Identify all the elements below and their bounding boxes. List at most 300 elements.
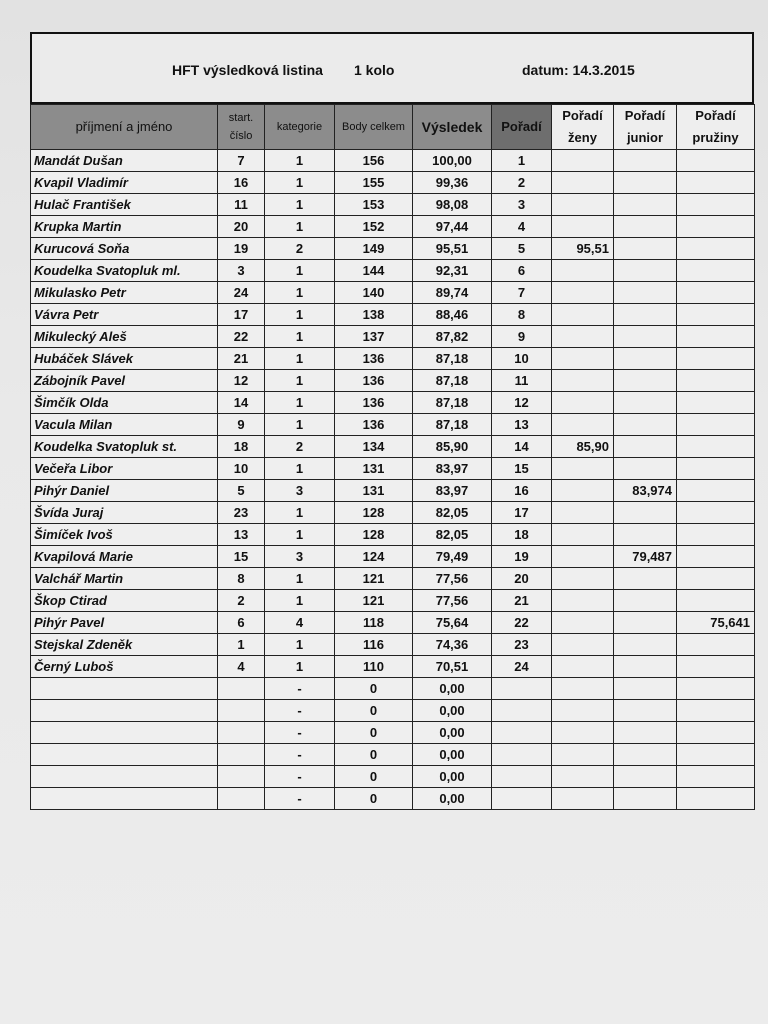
- cell-category: 3: [265, 546, 335, 568]
- cell-start: [218, 766, 265, 788]
- cell-category: 1: [265, 260, 335, 282]
- cell-rank-spring: [677, 590, 755, 612]
- cell-rank-spring: [677, 678, 755, 700]
- cell-rank-junior: [614, 788, 677, 810]
- cell-rank-spring: [677, 744, 755, 766]
- cell-rank-women: [552, 392, 614, 414]
- cell-result: 85,90: [413, 436, 492, 458]
- cell-rank-junior: [614, 216, 677, 238]
- table-row: [31, 436, 755, 458]
- cell-rank-women: [552, 260, 614, 282]
- cell-name: Hulač František: [31, 194, 218, 216]
- cell-rank-junior: [614, 370, 677, 392]
- table-row: [31, 458, 755, 480]
- cell-rank: 18: [492, 524, 552, 546]
- cell-points: 116: [335, 634, 413, 656]
- cell-result: 0,00: [413, 744, 492, 766]
- col-rank-junior-line1: Pořadí: [624, 108, 666, 123]
- cell-rank-junior: [614, 436, 677, 458]
- cell-rank: 15: [492, 458, 552, 480]
- cell-result: 82,05: [413, 524, 492, 546]
- cell-points: 156: [335, 150, 413, 172]
- cell-points: 134: [335, 436, 413, 458]
- cell-result: 0,00: [413, 788, 492, 810]
- cell-start: 5: [218, 480, 265, 502]
- cell-result: 87,18: [413, 370, 492, 392]
- cell-result: 99,36: [413, 172, 492, 194]
- cell-category: 1: [265, 326, 335, 348]
- table-row: [31, 700, 755, 722]
- cell-start: 24: [218, 282, 265, 304]
- cell-rank: 24: [492, 656, 552, 678]
- cell-points: 0: [335, 678, 413, 700]
- cell-rank-junior: [614, 348, 677, 370]
- cell-rank: 19: [492, 546, 552, 568]
- header-row: [31, 105, 755, 150]
- cell-rank-spring: [677, 546, 755, 568]
- cell-rank-junior: [614, 634, 677, 656]
- cell-category: 1: [265, 172, 335, 194]
- cell-name: Hubáček Slávek: [31, 348, 218, 370]
- cell-name: Pihýr Pavel: [31, 612, 218, 634]
- col-rank-spring-line2: pružiny: [692, 130, 739, 145]
- cell-rank-junior: [614, 524, 677, 546]
- cell-points: 0: [335, 788, 413, 810]
- col-rank-women-line1: Pořadí: [562, 108, 603, 123]
- col-rank-junior: [614, 105, 677, 150]
- cell-rank-spring: [677, 216, 755, 238]
- cell-rank-women: [552, 612, 614, 634]
- cell-category: -: [265, 678, 335, 700]
- cell-points: 110: [335, 656, 413, 678]
- cell-rank-junior: [614, 766, 677, 788]
- cell-points: 0: [335, 700, 413, 722]
- cell-rank: [492, 766, 552, 788]
- cell-rank-spring: [677, 788, 755, 810]
- table-row: [31, 502, 755, 524]
- cell-category: -: [265, 766, 335, 788]
- cell-points: 131: [335, 480, 413, 502]
- cell-rank-junior: [614, 392, 677, 414]
- cell-rank: [492, 744, 552, 766]
- cell-result: 87,18: [413, 348, 492, 370]
- cell-rank-spring: [677, 502, 755, 524]
- cell-name: Černý Luboš: [31, 656, 218, 678]
- cell-rank-junior: [614, 612, 677, 634]
- cell-rank-spring: [677, 722, 755, 744]
- cell-rank-junior: 83,974: [614, 480, 677, 502]
- cell-result: 83,97: [413, 480, 492, 502]
- cell-points: 136: [335, 392, 413, 414]
- cell-rank-women: [552, 348, 614, 370]
- cell-rank-junior: 79,487: [614, 546, 677, 568]
- cell-start: 18: [218, 436, 265, 458]
- cell-rank-spring: [677, 238, 755, 260]
- table-row: [31, 238, 755, 260]
- table-row: [31, 282, 755, 304]
- cell-category: 3: [265, 480, 335, 502]
- cell-rank-women: [552, 656, 614, 678]
- cell-points: 128: [335, 502, 413, 524]
- cell-points: 121: [335, 568, 413, 590]
- cell-rank-spring: [677, 656, 755, 678]
- cell-points: 149: [335, 238, 413, 260]
- cell-start: 8: [218, 568, 265, 590]
- cell-category: 1: [265, 150, 335, 172]
- cell-points: 131: [335, 458, 413, 480]
- cell-rank-women: [552, 326, 614, 348]
- cell-category: 1: [265, 568, 335, 590]
- cell-rank-women: [552, 524, 614, 546]
- cell-start: 3: [218, 260, 265, 282]
- table-row: [31, 304, 755, 326]
- cell-name: Vávra Petr: [31, 304, 218, 326]
- cell-name: Krupka Martin: [31, 216, 218, 238]
- cell-start: 7: [218, 150, 265, 172]
- cell-name: Valchář Martin: [31, 568, 218, 590]
- cell-result: 79,49: [413, 546, 492, 568]
- col-start: [218, 105, 265, 150]
- cell-rank-spring: [677, 634, 755, 656]
- cell-rank-spring: [677, 304, 755, 326]
- cell-name: Škop Ctirad: [31, 590, 218, 612]
- cell-name: [31, 678, 218, 700]
- table-row: [31, 722, 755, 744]
- cell-name: Mandát Dušan: [31, 150, 218, 172]
- table-row: [31, 194, 755, 216]
- cell-result: 95,51: [413, 238, 492, 260]
- col-rank-junior-line2: junior: [626, 130, 664, 145]
- cell-start: 1: [218, 634, 265, 656]
- cell-rank: 9: [492, 326, 552, 348]
- cell-name: Zábojník Pavel: [31, 370, 218, 392]
- table-row: [31, 568, 755, 590]
- cell-name: Koudelka Svatopluk ml.: [31, 260, 218, 282]
- cell-points: 136: [335, 414, 413, 436]
- table-row: [31, 524, 755, 546]
- cell-category: 1: [265, 524, 335, 546]
- cell-rank: 10: [492, 348, 552, 370]
- cell-rank-spring: [677, 194, 755, 216]
- results-sheet: [30, 32, 754, 810]
- cell-rank-women: [552, 700, 614, 722]
- cell-category: 1: [265, 656, 335, 678]
- col-rank: Pořadí: [492, 105, 552, 150]
- cell-rank-junior: [614, 502, 677, 524]
- cell-name: Kurucová Soňa: [31, 238, 218, 260]
- cell-rank-junior: [614, 458, 677, 480]
- cell-result: 0,00: [413, 722, 492, 744]
- table-row: [31, 172, 755, 194]
- cell-rank: 2: [492, 172, 552, 194]
- cell-start: [218, 788, 265, 810]
- cell-rank-junior: [614, 590, 677, 612]
- cell-rank-spring: [677, 568, 755, 590]
- table-row: [31, 612, 755, 634]
- col-rank-women: [552, 105, 614, 150]
- col-rank-spring-line1: Pořadí: [695, 108, 736, 123]
- cell-rank-junior: [614, 744, 677, 766]
- cell-points: 124: [335, 546, 413, 568]
- cell-rank: 23: [492, 634, 552, 656]
- cell-result: 83,97: [413, 458, 492, 480]
- cell-points: 155: [335, 172, 413, 194]
- cell-rank: 3: [492, 194, 552, 216]
- cell-rank-junior: [614, 700, 677, 722]
- cell-rank-women: [552, 150, 614, 172]
- cell-result: 97,44: [413, 216, 492, 238]
- cell-name: [31, 766, 218, 788]
- cell-name: Šimčík Olda: [31, 392, 218, 414]
- cell-result: 87,18: [413, 414, 492, 436]
- cell-rank: [492, 678, 552, 700]
- cell-start: 21: [218, 348, 265, 370]
- cell-points: 121: [335, 590, 413, 612]
- cell-rank: 16: [492, 480, 552, 502]
- table-row: [31, 348, 755, 370]
- cell-points: 152: [335, 216, 413, 238]
- cell-rank: [492, 722, 552, 744]
- cell-result: 77,56: [413, 568, 492, 590]
- table-row: [31, 414, 755, 436]
- cell-rank-women: [552, 172, 614, 194]
- cell-category: 1: [265, 458, 335, 480]
- cell-points: 0: [335, 744, 413, 766]
- cell-rank-spring: [677, 436, 755, 458]
- cell-rank-spring: [677, 348, 755, 370]
- cell-result: 100,00: [413, 150, 492, 172]
- cell-rank-women: [552, 282, 614, 304]
- cell-rank-spring: [677, 150, 755, 172]
- cell-rank-spring: [677, 766, 755, 788]
- date-label: datum: 14.3.2015: [522, 62, 635, 78]
- cell-category: 1: [265, 282, 335, 304]
- cell-points: 0: [335, 766, 413, 788]
- table-row: [31, 634, 755, 656]
- cell-category: 1: [265, 370, 335, 392]
- cell-rank: 7: [492, 282, 552, 304]
- table-row: [31, 590, 755, 612]
- cell-points: 153: [335, 194, 413, 216]
- cell-rank-junior: [614, 260, 677, 282]
- cell-rank-junior: [614, 568, 677, 590]
- col-category: kategorie: [265, 105, 335, 150]
- cell-name: [31, 744, 218, 766]
- cell-rank: 13: [492, 414, 552, 436]
- cell-result: 0,00: [413, 678, 492, 700]
- col-start-line1: start.: [228, 112, 254, 124]
- sheet-title: HFT výsledková listina: [172, 62, 323, 78]
- cell-rank: [492, 788, 552, 810]
- cell-rank: 5: [492, 238, 552, 260]
- cell-rank-women: [552, 788, 614, 810]
- cell-result: 89,74: [413, 282, 492, 304]
- cell-category: 1: [265, 634, 335, 656]
- col-name: příjmení a jméno: [31, 105, 218, 150]
- cell-start: [218, 744, 265, 766]
- cell-rank: 11: [492, 370, 552, 392]
- cell-start: 20: [218, 216, 265, 238]
- cell-start: 16: [218, 172, 265, 194]
- cell-rank-women: [552, 766, 614, 788]
- cell-start: 10: [218, 458, 265, 480]
- col-rank-spring: [677, 105, 755, 150]
- cell-start: 4: [218, 656, 265, 678]
- cell-rank: 20: [492, 568, 552, 590]
- col-start-line2: číslo: [229, 130, 253, 142]
- cell-result: 98,08: [413, 194, 492, 216]
- table-row: [31, 656, 755, 678]
- cell-rank-spring: [677, 370, 755, 392]
- cell-rank-women: [552, 590, 614, 612]
- cell-category: 1: [265, 348, 335, 370]
- cell-rank-women: [552, 194, 614, 216]
- table-row: [31, 546, 755, 568]
- col-rank-women-line2: ženy: [568, 130, 597, 145]
- cell-rank-women: [552, 744, 614, 766]
- cell-category: -: [265, 788, 335, 810]
- cell-start: 14: [218, 392, 265, 414]
- cell-rank-spring: [677, 326, 755, 348]
- cell-rank-junior: [614, 722, 677, 744]
- cell-start: 2: [218, 590, 265, 612]
- table-row: [31, 370, 755, 392]
- cell-category: 2: [265, 436, 335, 458]
- cell-name: Šimíček Ivoš: [31, 524, 218, 546]
- table-row: [31, 326, 755, 348]
- cell-rank-women: [552, 568, 614, 590]
- cell-result: 87,18: [413, 392, 492, 414]
- cell-rank-spring: 75,641: [677, 612, 755, 634]
- cell-rank: 1: [492, 150, 552, 172]
- cell-rank-women: [552, 502, 614, 524]
- cell-result: 0,00: [413, 700, 492, 722]
- cell-rank: 22: [492, 612, 552, 634]
- cell-category: 4: [265, 612, 335, 634]
- cell-start: [218, 722, 265, 744]
- cell-rank-junior: [614, 678, 677, 700]
- cell-rank-women: [552, 216, 614, 238]
- cell-start: [218, 678, 265, 700]
- results-table: [30, 104, 755, 810]
- cell-rank-women: [552, 370, 614, 392]
- cell-start: 6: [218, 612, 265, 634]
- cell-rank-junior: [614, 304, 677, 326]
- cell-rank-women: [552, 634, 614, 656]
- cell-result: 75,64: [413, 612, 492, 634]
- table-row: [31, 392, 755, 414]
- cell-name: [31, 700, 218, 722]
- cell-name: Večeřa Libor: [31, 458, 218, 480]
- cell-name: [31, 722, 218, 744]
- cell-points: 144: [335, 260, 413, 282]
- cell-rank: 17: [492, 502, 552, 524]
- cell-name: Stejskal Zdeněk: [31, 634, 218, 656]
- cell-rank-spring: [677, 524, 755, 546]
- cell-result: 88,46: [413, 304, 492, 326]
- cell-rank-women: 95,51: [552, 238, 614, 260]
- table-row: [31, 150, 755, 172]
- cell-start: 22: [218, 326, 265, 348]
- cell-rank-spring: [677, 392, 755, 414]
- cell-rank-spring: [677, 172, 755, 194]
- cell-rank-junior: [614, 172, 677, 194]
- cell-start: 17: [218, 304, 265, 326]
- cell-rank: [492, 700, 552, 722]
- cell-category: 1: [265, 590, 335, 612]
- cell-result: 0,00: [413, 766, 492, 788]
- cell-rank: 4: [492, 216, 552, 238]
- cell-rank-spring: [677, 700, 755, 722]
- cell-rank-women: [552, 458, 614, 480]
- cell-rank-junior: [614, 326, 677, 348]
- cell-name: Mikulasko Petr: [31, 282, 218, 304]
- col-points: Body celkem: [335, 105, 413, 150]
- cell-category: 1: [265, 392, 335, 414]
- cell-start: 19: [218, 238, 265, 260]
- cell-category: -: [265, 744, 335, 766]
- cell-rank-women: [552, 546, 614, 568]
- cell-rank-spring: [677, 260, 755, 282]
- cell-name: Mikulecký Aleš: [31, 326, 218, 348]
- cell-rank-spring: [677, 480, 755, 502]
- cell-result: 70,51: [413, 656, 492, 678]
- cell-start: 12: [218, 370, 265, 392]
- table-row: [31, 788, 755, 810]
- cell-points: 118: [335, 612, 413, 634]
- cell-category: 1: [265, 304, 335, 326]
- cell-name: [31, 788, 218, 810]
- cell-start: 13: [218, 524, 265, 546]
- table-row: [31, 766, 755, 788]
- cell-category: 1: [265, 194, 335, 216]
- cell-rank-spring: [677, 282, 755, 304]
- cell-category: 1: [265, 216, 335, 238]
- cell-result: 77,56: [413, 590, 492, 612]
- table-row: [31, 260, 755, 282]
- cell-rank-spring: [677, 458, 755, 480]
- cell-rank-women: [552, 480, 614, 502]
- cell-rank-junior: [614, 656, 677, 678]
- cell-result: 82,05: [413, 502, 492, 524]
- cell-rank: 14: [492, 436, 552, 458]
- cell-category: 1: [265, 502, 335, 524]
- cell-rank: 21: [492, 590, 552, 612]
- col-result: Výsledek: [413, 105, 492, 150]
- cell-rank-women: [552, 304, 614, 326]
- title-box: [30, 32, 754, 104]
- cell-points: 140: [335, 282, 413, 304]
- cell-category: -: [265, 722, 335, 744]
- cell-rank-junior: [614, 194, 677, 216]
- round-label: 1 kolo: [354, 62, 395, 78]
- table-row: [31, 678, 755, 700]
- cell-name: Koudelka Svatopluk st.: [31, 436, 218, 458]
- table-row: [31, 216, 755, 238]
- cell-points: 128: [335, 524, 413, 546]
- cell-name: Vacula Milan: [31, 414, 218, 436]
- cell-points: 0: [335, 722, 413, 744]
- cell-rank-junior: [614, 282, 677, 304]
- cell-result: 74,36: [413, 634, 492, 656]
- cell-points: 136: [335, 370, 413, 392]
- cell-rank-women: [552, 414, 614, 436]
- cell-name: Švída Juraj: [31, 502, 218, 524]
- cell-name: Kvapil Vladimír: [31, 172, 218, 194]
- cell-name: Kvapilová Marie: [31, 546, 218, 568]
- cell-rank-spring: [677, 414, 755, 436]
- cell-rank: 6: [492, 260, 552, 282]
